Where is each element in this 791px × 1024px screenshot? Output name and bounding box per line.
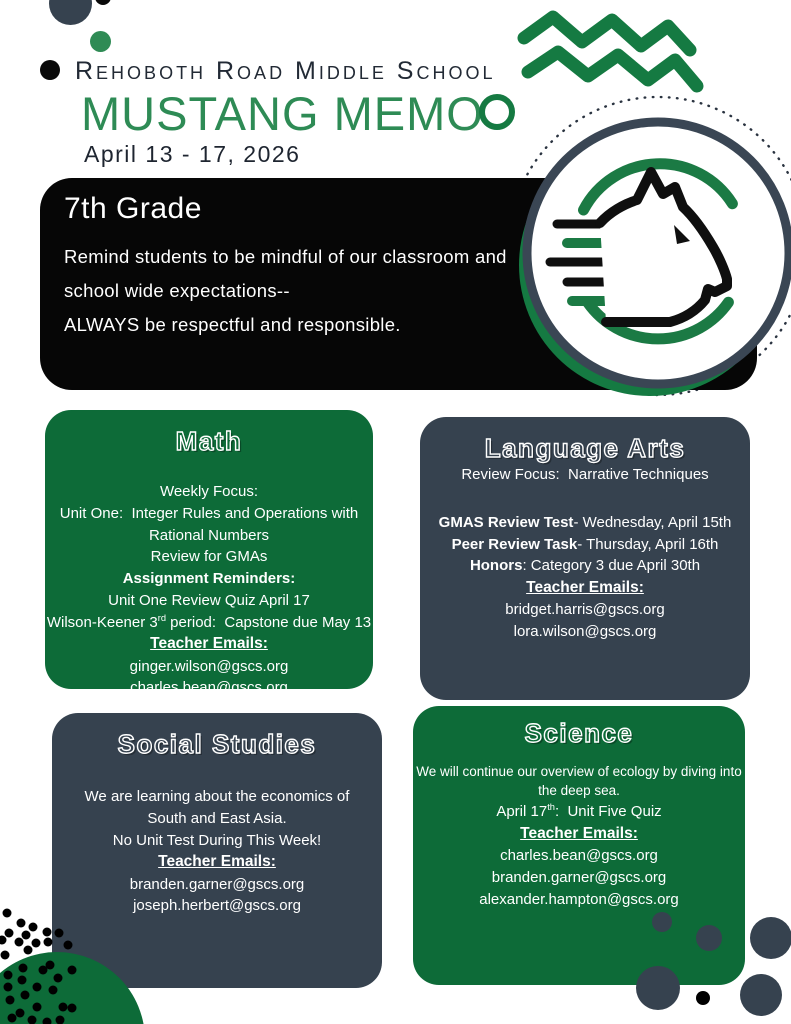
date-range: April 13 - 17, 2026 bbox=[84, 141, 301, 167]
la-item: GMAS Review Test- Wednesday, April 15th bbox=[438, 513, 732, 531]
teacher-email: alexander.hampton@gscs.org bbox=[479, 890, 679, 908]
decor-bottom-layer bbox=[0, 880, 791, 1024]
card-title-social-studies: Social Studies bbox=[117, 729, 317, 759]
teacher-email: branden.garner@gscs.org bbox=[129, 875, 305, 893]
math-focus-line: Weekly Focus: bbox=[159, 483, 259, 500]
science-body-line: the deep sea. bbox=[538, 782, 620, 798]
ss-body-line: We are learning about the economics of bbox=[84, 788, 350, 805]
teacher-email: bridget.harris@gscs.org bbox=[505, 601, 665, 619]
decor-dot-black-top-icon bbox=[95, 0, 111, 5]
math-focus-line: Review for GMAs bbox=[150, 548, 268, 566]
card-title-language-arts: Language Arts bbox=[484, 433, 686, 463]
decor-dot-green-icon bbox=[90, 31, 111, 52]
teacher-email: charles.bean@gscs.org bbox=[500, 847, 658, 864]
teacher-email: ginger.wilson@gscs.org bbox=[129, 657, 289, 675]
math-focus-line: Rational Numbers bbox=[148, 526, 270, 544]
la-item: Honors: Category 3 due April 30th bbox=[469, 557, 701, 575]
card-language-arts bbox=[420, 417, 750, 700]
math-emails-header: Teacher Emails: bbox=[150, 635, 268, 653]
squiggle-icon bbox=[524, 17, 690, 50]
ss-emails-header: Teacher Emails: bbox=[158, 853, 276, 871]
math-focus-line: Unit One: Integer Rules and Operations with bbox=[59, 504, 359, 522]
grade-title: 7th Grade bbox=[64, 192, 202, 225]
decor-dot-slate-icon bbox=[49, 0, 92, 25]
school-name: Rehoboth Road Middle School bbox=[75, 57, 496, 85]
science-emails-header: Teacher Emails: bbox=[520, 824, 638, 842]
teacher-email: charles.bean@gscs.org bbox=[130, 679, 288, 697]
squiggle-icon bbox=[528, 52, 697, 86]
grade-message-line: ALWAYS be respectful and responsible. bbox=[64, 314, 401, 336]
math-assignments-header: Assignment Reminders: bbox=[122, 570, 296, 587]
ss-body-line: South and East Asia. bbox=[147, 809, 287, 827]
memo-title: MUSTANG MEMO bbox=[81, 87, 484, 140]
la-item: Peer Review Task- Thursday, April 16th bbox=[451, 535, 719, 553]
la-review-focus: Review Focus: Narrative Techniques bbox=[461, 466, 709, 483]
decor-dot-black-icon bbox=[40, 60, 60, 80]
decor-bubbles-icon bbox=[636, 912, 791, 1016]
science-body-line: We will continue our overview of ecology by diving into bbox=[416, 764, 742, 779]
card-title-science: Science bbox=[524, 718, 634, 748]
grade-message-line: school wide expectations-- bbox=[64, 280, 290, 302]
la-emails-header: Teacher Emails: bbox=[526, 579, 644, 596]
teacher-email: joseph.herbert@gscs.org bbox=[133, 897, 301, 915]
teacher-email: lora.wilson@gscs.org bbox=[513, 623, 657, 641]
science-quiz-line: April 17th: Unit Five Quiz bbox=[496, 801, 662, 820]
card-math bbox=[45, 410, 373, 697]
teacher-email: branden.garner@gscs.org bbox=[491, 868, 667, 886]
math-assignment-line: Wilson-Keener 3rd period: Capstone due May 13 bbox=[46, 612, 372, 631]
grade-message bbox=[64, 240, 564, 343]
grade-message-line: Remind students to be mindful of our classroom and bbox=[64, 246, 507, 267]
math-assignment-line: Unit One Review Quiz April 17 bbox=[108, 591, 310, 609]
ss-note: No Unit Test During This Week! bbox=[112, 831, 322, 849]
card-title-math: Math bbox=[175, 426, 243, 456]
mustang-logo bbox=[500, 95, 791, 410]
